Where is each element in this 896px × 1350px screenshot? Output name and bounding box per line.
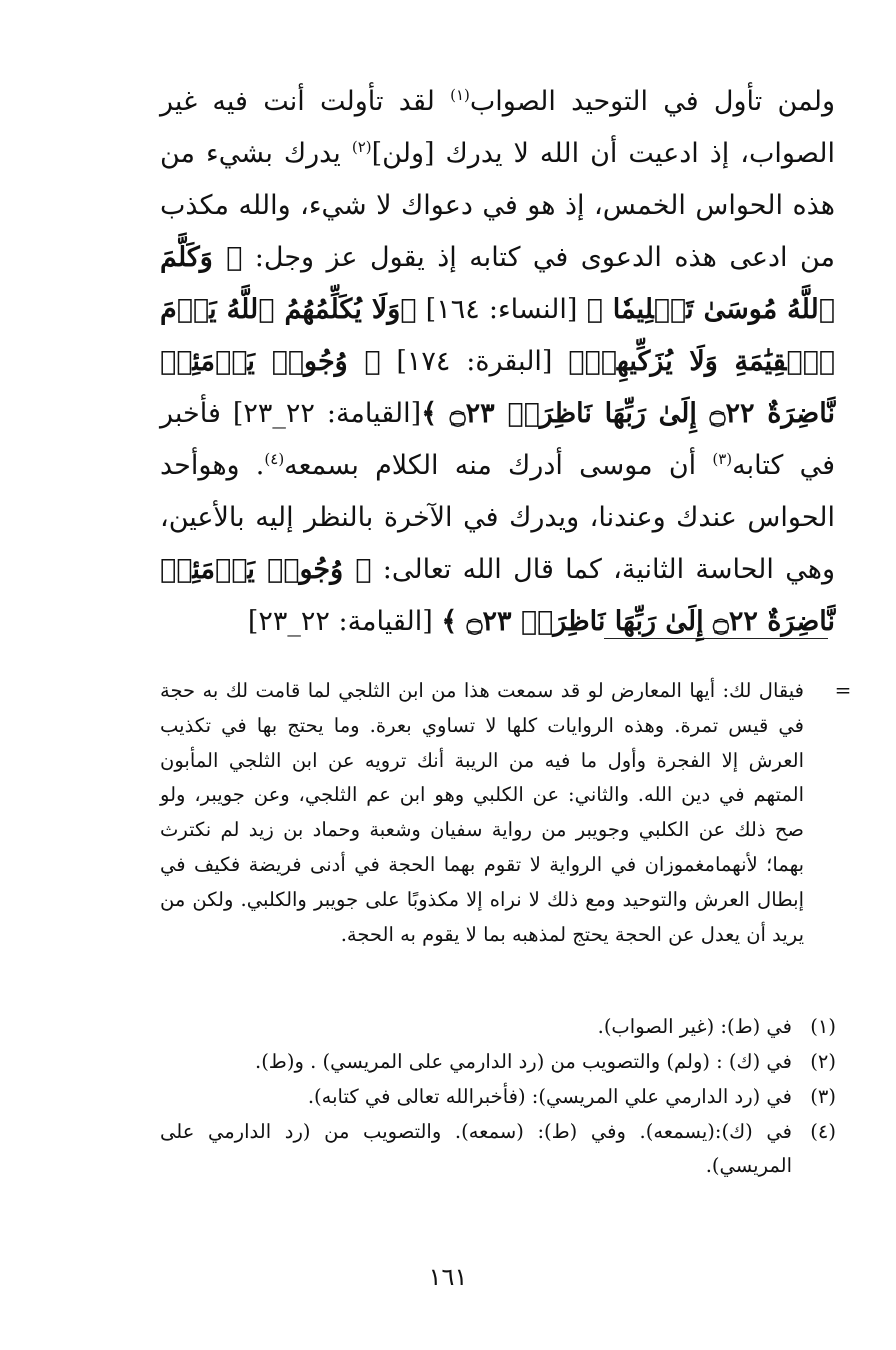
quran-verse: ﴿ وُجُوهٞ يَوۡمَئِذٖ نَّاضِرَةٌ ۝٢٢ إِلَىٰ رَبِّهَا نَاظِرَةٞ ۝٢٣ ﴾ — [160, 346, 835, 429]
main-text-segment: ولمن تأول في التوحيد الصواب — [469, 86, 835, 117]
footnote-text: في (ك):(يسمعه). وفي (ط): (سمعه). والتصويب من (رد الدارمي على المريسي). — [160, 1120, 792, 1177]
verse-reference: [البقرة: ١٧٤] — [380, 346, 569, 377]
quran-verse: ﴿ وُجُوهٞ يَوۡمَئِذٖ نَّاضِرَةٌ ۝٢٢ إِلَىٰ رَبِّهَا نَاظِرَةٞ ۝٢٣ ﴾ — [160, 554, 835, 637]
main-text-segment: لقد تأولت أنت فيه غير الصواب، إذ ادعيت أن الله لا يدرك [ولن] — [160, 86, 836, 169]
footnote-number: (١) — [810, 1015, 836, 1038]
footnote-number: (٢) — [810, 1050, 836, 1073]
quran-verse: ﴿وَلَا يُكَلِّمُهُمُ ٱللَّهُ يَوۡمَ ٱلۡقِيَٰمَةِ وَلَا يُزَكِّيهِمۡ﴾ — [160, 294, 835, 377]
footnote-number: (٣) — [810, 1085, 836, 1108]
footnote-separator — [604, 638, 828, 639]
continuation-marker: = — [834, 678, 852, 702]
footnote-ref-4: (٤) — [264, 450, 285, 468]
footnote-text: في (رد الدارمي علي المريسي): (فأخبرالله تعالى في كتابه). — [307, 1085, 792, 1108]
continued-footnote — [160, 674, 804, 952]
footnotes-list — [160, 1010, 836, 1184]
verse-reference: [القيامة: ٢٢_٢٣] — [232, 398, 422, 429]
verse-reference: [النساء: ١٦٤] — [416, 294, 587, 325]
footnote-text: في (ك) : (ولم) والتصويب من (رد الدارمي على المريسي) . و(ط). — [255, 1050, 792, 1073]
footnote-item — [160, 1010, 836, 1044]
page-number: ١٦١ — [428, 1263, 468, 1291]
main-text-block — [160, 76, 835, 648]
verse-reference: [القيامة: ٢٢_٢٣] — [247, 606, 442, 637]
footnote-item — [160, 1080, 836, 1114]
footnote-item — [160, 1115, 836, 1183]
footnote-ref-1: (١) — [450, 86, 470, 104]
footnote-text: في (ط): (غير الصواب). — [597, 1015, 792, 1038]
continued-footnote-text: فيقال لك: أيها المعارض لو قد سمعت هذا من ابن الثلجي لما قامت لك به حجة في قيس تمرة. وهذه الروايات كلها لا تساوي بعرة. وما يحتج بها في تكذيب العرش إلا الفجرة وأول ما فيه من الريبة أنك ترويه عن ابن الثلجي المأبون المتهم في دين الله. والثاني: عن الكلبي وهو ابن عم الثلجي، وعن جويبر، ولو صح ذلك عن الكلبي وجويبر من رواية سفيان وشعبة وحماد بن زيد لم نكترث بهما؛ لأنهمامغموزان في الرواية لا تقوم بهما الحجة في أدنى فريضة فكيف في إبطال العرش والتوحيد ومع ذلك لا نراه إلا مكذوبًا على جويبر والكلبي. ولكن من يريد أن يعدل عن الحجة يحتج لمذهبه بما لا يقوم به الحجة. — [160, 679, 804, 946]
main-text-segment: يدرك بشيء من هذه الحواس الخمس، إذ هو في دعواك لا شيء، والله مكذب من ادعى هذه الدعوى في كتابه إذ يقول عز وجل: — [160, 138, 835, 273]
footnote-ref-3: (٣) — [712, 450, 733, 468]
main-paragraph — [160, 76, 835, 648]
main-text-segment: أن موسى أدرك منه الكلام بسمعه — [284, 450, 713, 481]
quran-verse: ﴿ وَكَلَّمَ ٱللَّهُ مُوسَىٰ تَكۡلِيمٗا ﴾ — [160, 242, 835, 325]
footnote-item — [160, 1045, 836, 1079]
footnote-ref-2: (٢) — [351, 138, 372, 156]
main-text-segment: . وهوأحد الحواس عندك وعندنا، ويدرك في الآخرة بالنظر إليه بالأعين، وهي الحاسة الثانية، كما قال الله تعالى: — [160, 450, 835, 585]
main-text-segment: فأخبر في كتابه — [160, 398, 835, 481]
footnote-number: (٤) — [810, 1120, 836, 1143]
